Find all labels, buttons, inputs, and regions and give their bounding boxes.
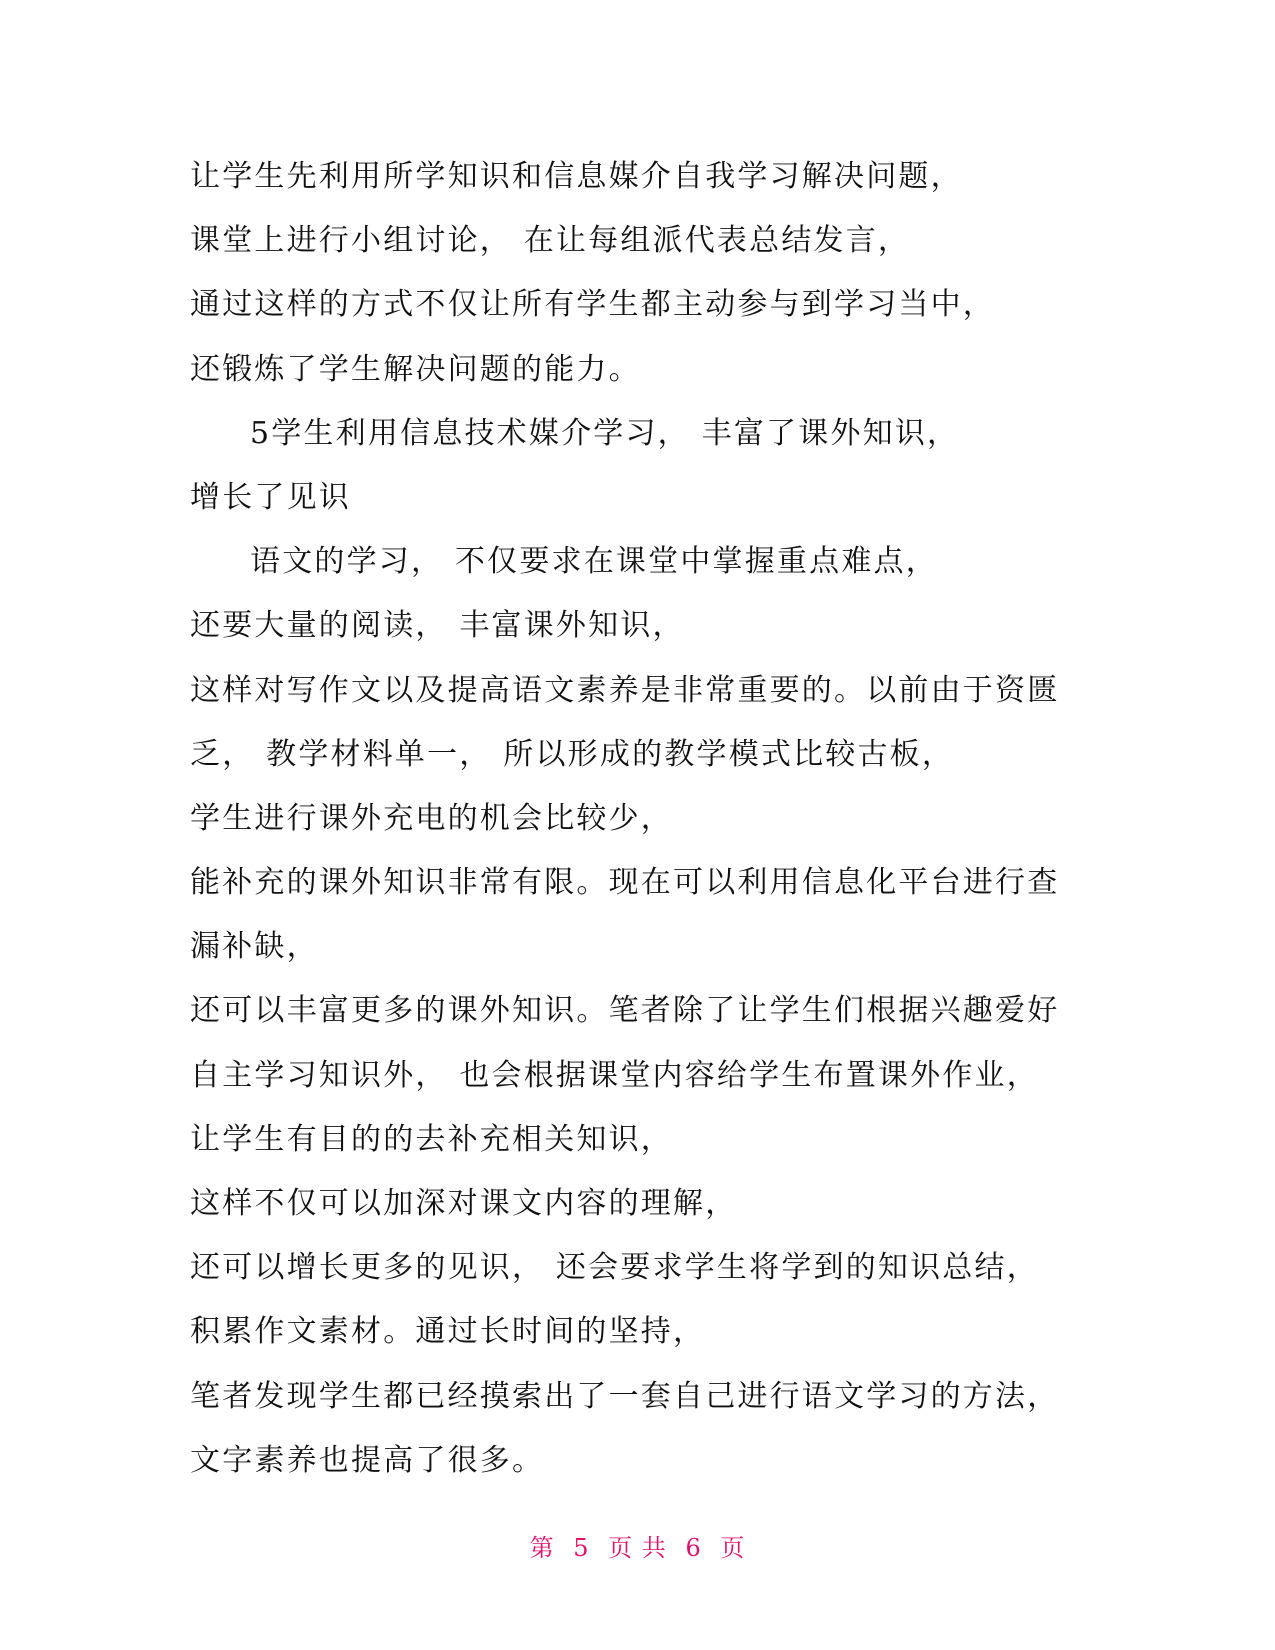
text-line: 学生进行课外充电的机会比较少， <box>190 800 673 836</box>
body-text <box>190 145 1090 1493</box>
text-line: 还要大量的阅读， 丰富课外知识， <box>190 608 685 644</box>
section-heading-continuation: 增长了见识 <box>190 479 351 515</box>
text-line: 还可以丰富更多的课外知识。笔者除了让学生们根据兴趣爱好 <box>190 993 1060 1029</box>
total-page-number: 6 <box>685 1534 702 1562</box>
paragraph-start: 语文的学习， 不仅要求在课堂中掌握重点难点， <box>250 544 938 580</box>
text-line: 还锻炼了学生解决问题的能力。 <box>190 351 641 387</box>
text-line: 笔者发现学生都已经摸索出了一套自己进行语文学习的方法， <box>190 1378 1060 1414</box>
text-line: 能补充的课外知识非常有限。现在可以利用信息化平台进行查 <box>190 865 1060 901</box>
footer-suffix: 页 <box>720 1534 746 1562</box>
section-heading: 5学生利用信息技术媒介学习， 丰富了课外知识， <box>250 415 960 451</box>
text-line: 这样对写作文以及提高语文素养是非常重要的。以前由于资匮 <box>190 672 1060 708</box>
text-line: 让学生有目的的去补充相关知识， <box>190 1121 673 1157</box>
current-page-number: 5 <box>573 1534 590 1562</box>
text-line: 乏， 教学材料单一， 所以形成的教学模式比较古板， <box>190 736 955 772</box>
page-footer <box>0 1528 1275 1563</box>
text-line: 这样不仅可以加深对课文内容的理解， <box>190 1186 738 1221</box>
text-line: 让学生先利用所学知识和信息媒介自我学习解决问题， <box>190 159 963 194</box>
text-line: 通过这样的方式不仅让所有学生都主动参与到学习当中， <box>190 287 995 323</box>
text-line: 文字素养也提高了很多。 <box>190 1442 545 1478</box>
text-line: 课堂上进行小组讨论， 在让每组派代表总结发言， <box>190 223 911 259</box>
footer-prefix: 第 <box>529 1534 555 1562</box>
text-line: 还可以增长更多的见识， 还会要求学生将学到的知识总结， <box>190 1250 1039 1286</box>
text-line: 漏补缺， <box>190 929 319 965</box>
text-line: 积累作文素材。通过长时间的坚持， <box>190 1314 706 1350</box>
text-line: 自主学习知识外， 也会根据课堂内容给学生布置课外作业， <box>190 1057 1039 1093</box>
footer-middle: 页 共 <box>608 1534 667 1562</box>
